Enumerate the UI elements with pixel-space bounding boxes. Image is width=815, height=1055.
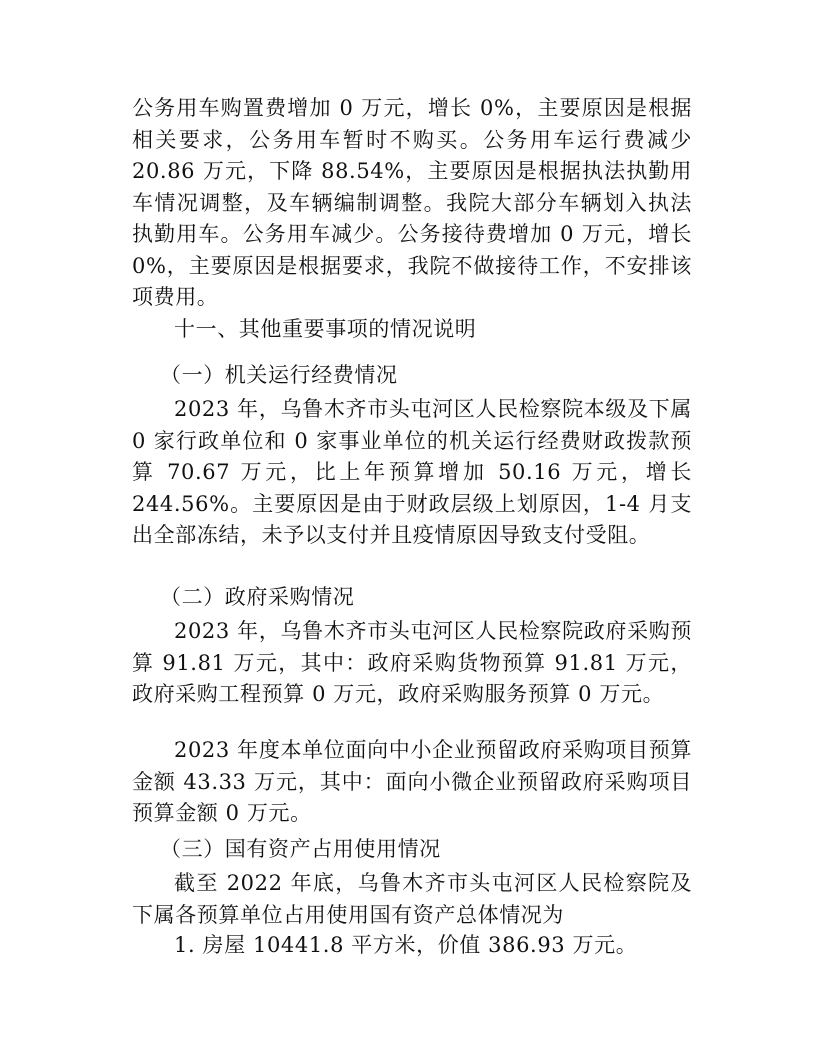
paragraph-operating-funds: 2023 年，乌鲁木齐市头屯河区人民检察院本级及下属 0 家行政单位和 0 家事业单位的机关运行经费财政拨款预算 70.67 万元，比上年预算增加 50.16 万元，增长 244.56%。主要原因是由于财政层级上划原因，1-4 月支出全部冻结，未予以支付并且疫情原因导致支付受阻。 <box>132 397 692 547</box>
subsection-title-operating-funds: （一）机关运行经费情况 <box>160 363 398 387</box>
section-title-other-matters: 十一、其他重要事项的情况说明 <box>174 317 477 341</box>
subsection-title-procurement: （二）政府采购情况 <box>160 585 355 609</box>
paragraph-sme-reserved-procurement: 2023 年度本单位面向中小企业预留政府采购项目预算金额 43.33 万元，其中：面向小微企业预留政府采购项目预算金额 0 万元。 <box>132 738 692 825</box>
paragraph-vehicle-expenses: 公务用车购置费增加 0 万元，增长 0%，主要原因是根据相关要求，公务用车暂时不购买。公务用车运行费减少 20.86 万元，下降 88.54%，主要原因是根据执法执勤用车情况调整，及车辆编制调整。我院大部分车辆划入执法执勤用车。公务用车减少。公务接待费增加 0 万元，增长 0%，主要原因是根据要求，我院不做接待工作，不安排该项费用。 <box>132 96 692 309</box>
paragraph-state-assets: 截至 2022 年底，乌鲁木齐市头屯河区人民检察院及下属各预算单位占用使用国有资产总体情况为 <box>132 871 692 927</box>
paragraph-housing-assets: 1. 房屋 10441.8 平方米，价值 386.93 万元。 <box>174 933 638 957</box>
paragraph-procurement-budget: 2023 年，乌鲁木齐市头屯河区人民检察院政府采购预算 91.81 万元，其中：政府采购货物预算 91.81 万元，政府采购工程预算 0 万元，政府采购服务预算 0 万元。 <box>132 619 692 706</box>
subsection-title-state-assets: （三）国有资产占用使用情况 <box>160 837 441 861</box>
